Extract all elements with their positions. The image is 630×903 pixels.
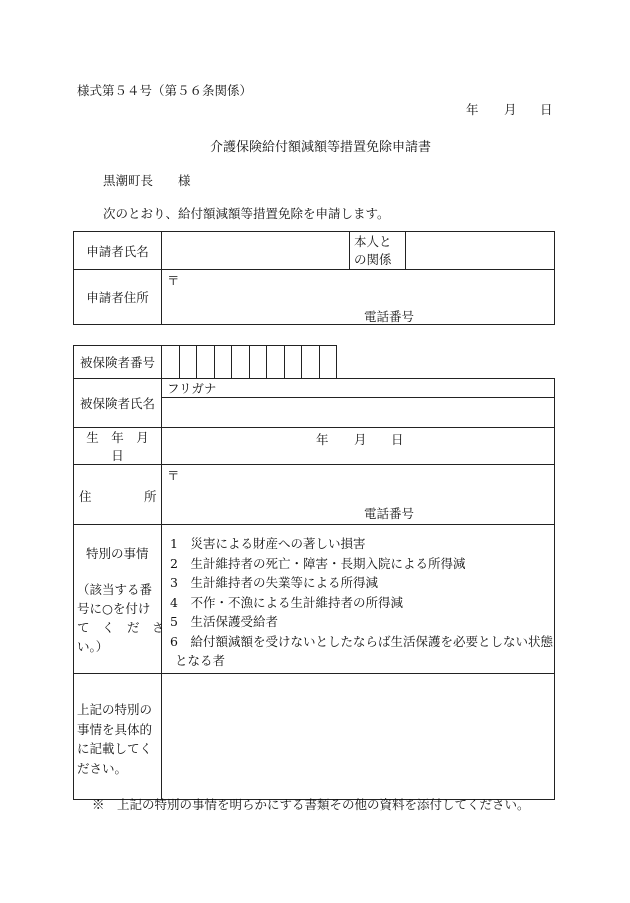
insured-number-digit[interactable] — [214, 346, 232, 379]
special-circumstances-label — [74, 525, 165, 674]
insured-number-digit[interactable] — [267, 346, 285, 379]
relation-field[interactable] — [406, 232, 555, 270]
detail-field[interactable] — [162, 674, 555, 800]
postal-mark: 〒 — [167, 468, 180, 483]
special-note-line: い。） — [77, 639, 109, 654]
form-number: 様式第５４号（第５６条関係） — [77, 83, 253, 98]
footnote: ※ 上記の特別の事情を明らかにする書類その他の資料を添付してください。 — [92, 797, 530, 812]
date-month-label: 月 — [504, 102, 517, 117]
insured-table — [73, 378, 555, 800]
birth-day-label: 日 — [391, 432, 404, 447]
insured-number-label: 被保険者番号 — [74, 346, 162, 379]
insured-number-digit[interactable] — [197, 346, 215, 379]
detail-label-line: ださい。 — [77, 760, 128, 776]
form-title: 介護保険給付額減額等措置免除申請書 — [210, 140, 432, 155]
date-year-label: 年 — [466, 102, 479, 117]
insured-address-field[interactable] — [162, 465, 555, 525]
special-circumstances-list — [162, 525, 555, 674]
special-items — [170, 534, 553, 671]
insured-number-digit[interactable] — [162, 346, 180, 379]
special-item-6-continuation: となる者 — [175, 653, 226, 668]
insured-phone-label: 電話番号 — [364, 506, 415, 521]
relation-label-line-2: の関係 — [354, 251, 392, 267]
relation-label — [350, 232, 406, 270]
applicant-name-field[interactable] — [162, 232, 350, 270]
detail-label-line: 事情を具体的 — [77, 721, 153, 737]
special-label: 特別の事情 — [86, 546, 149, 561]
special-item-6[interactable]: 6 給付額減額を受けないとしたならば生活保護を必要としない状態 — [170, 633, 553, 649]
detail-label-line: に記載してく — [77, 741, 153, 756]
postal-mark: 〒 — [167, 273, 180, 288]
address-label-char-2: 所 — [144, 489, 157, 504]
addressee: 黒潮町長 様 — [103, 173, 191, 188]
address-label-char-1: 住 — [79, 489, 92, 504]
special-item-3[interactable]: 3 生計維持者の失業等による所得減 — [170, 575, 378, 590]
special-item-1[interactable]: 1 災害による財産への著しい損害 — [170, 536, 366, 551]
insured-name-field[interactable] — [162, 398, 555, 428]
insured-name-label: 被保険者氏名 — [74, 379, 162, 428]
birth-date-field[interactable] — [162, 428, 555, 465]
special-item-2[interactable]: 2 生計維持者の死亡・障害・長期入院による所得減 — [170, 555, 466, 571]
detail-label — [74, 674, 162, 800]
insured-number-digit[interactable] — [249, 346, 267, 379]
insured-address-label — [74, 465, 162, 525]
birth-year-label: 年 — [316, 432, 329, 447]
date-day-label: 日 — [540, 102, 553, 117]
special-item-4[interactable]: 4 不作・不漁による生計維持者の所得減 — [170, 594, 403, 610]
relation-label-line-1: 本人と — [354, 233, 392, 249]
birth-month-label: 月 — [354, 432, 367, 447]
special-item-5[interactable]: 5 生活保護受給者 — [170, 614, 278, 629]
insured-number-digit[interactable] — [302, 346, 320, 379]
insured-number-digit[interactable] — [284, 346, 302, 379]
applicant-phone-label: 電話番号 — [364, 309, 415, 324]
applicant-table — [73, 231, 555, 325]
detail-label-text — [77, 700, 152, 778]
special-note — [77, 580, 165, 656]
applicant-address-label: 申請者住所 — [74, 270, 162, 325]
insured-number-digit[interactable] — [179, 346, 197, 379]
special-note-line: （該当する番 — [77, 582, 153, 597]
detail-label-line: 上記の特別の — [77, 702, 153, 717]
intro-text: 次のとおり、給付額減額等措置免除を申請します。 — [103, 206, 390, 221]
applicant-name-label: 申請者氏名 — [74, 232, 162, 270]
furigana-label: フリガナ — [162, 379, 555, 398]
birth-date-label: 生 年 月 日 — [74, 428, 162, 465]
applicant-address-field[interactable] — [162, 270, 555, 325]
insured-number-digit[interactable] — [319, 346, 337, 379]
insured-number-digit[interactable] — [232, 346, 250, 379]
special-note-line: 号に○を付け — [77, 601, 151, 616]
insured-number-table — [73, 345, 337, 379]
special-note-line: て く だ さ — [77, 620, 165, 635]
